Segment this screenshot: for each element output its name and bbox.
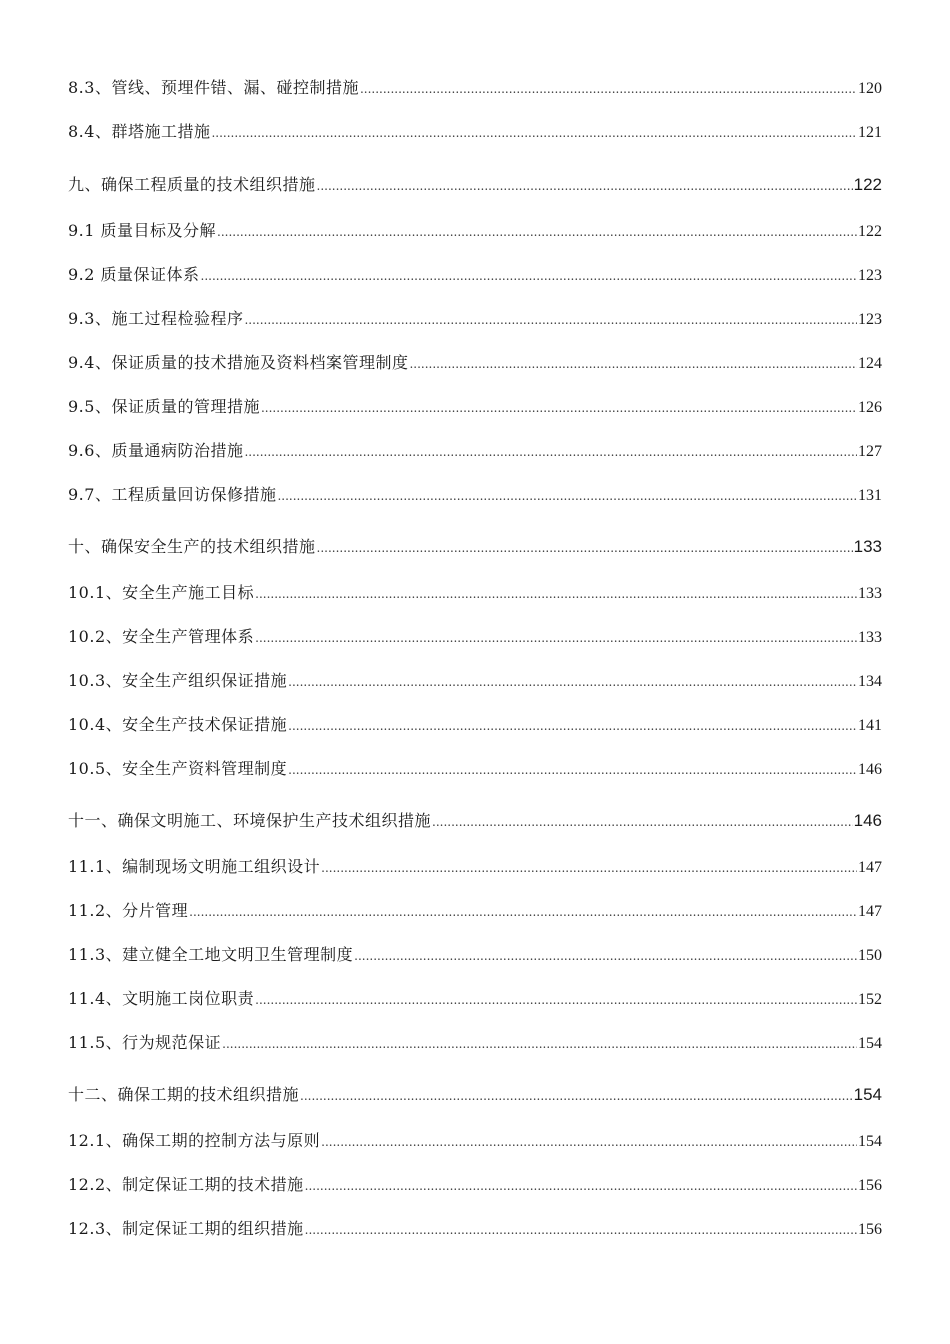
toc-entry-title: 9.2 质量保证体系 xyxy=(68,265,200,284)
toc-entry-page: 150 xyxy=(858,947,882,964)
toc-entry-page: 122 xyxy=(858,223,882,240)
toc-entry[interactable] xyxy=(68,76,882,120)
dot-leader xyxy=(244,440,857,464)
toc-entry-page: 131 xyxy=(858,487,882,504)
toc-entry[interactable] xyxy=(68,351,882,395)
dot-leader xyxy=(317,536,853,560)
toc-entry-title: 11.2、分片管理 xyxy=(68,901,189,920)
toc-entry[interactable] xyxy=(68,581,882,625)
toc-entry-title: 8.4、群塔施工措施 xyxy=(68,122,211,141)
dot-leader xyxy=(305,1174,857,1198)
toc-entry-title: 11.1、编制现场文明施工组织设计 xyxy=(68,857,321,876)
toc-entry[interactable] xyxy=(68,899,882,943)
toc-entry-title: 10.3、安全生产组织保证措施 xyxy=(68,671,288,690)
toc-entry-title: 10.1、安全生产施工目标 xyxy=(68,583,255,602)
dot-leader xyxy=(255,582,857,606)
toc-entry-title: 十二、确保工期的技术组织措施 xyxy=(68,1085,300,1104)
toc-entry-page: 133 xyxy=(858,585,882,602)
toc-entry[interactable] xyxy=(68,219,882,263)
dot-leader xyxy=(244,308,857,332)
toc-entry[interactable] xyxy=(68,1173,882,1217)
toc-entry[interactable] xyxy=(68,1217,882,1261)
toc-entry-title: 九、确保工程质量的技术组织措施 xyxy=(68,175,316,194)
toc-chapter-entry[interactable] xyxy=(68,173,882,219)
dot-leader xyxy=(360,77,857,101)
toc-entry-page: 120 xyxy=(858,80,882,97)
toc-entry-title: 10.5、安全生产资料管理制度 xyxy=(68,759,288,778)
toc-entry[interactable] xyxy=(68,943,882,987)
toc-entry-title: 10.4、安全生产技术保证措施 xyxy=(68,715,288,734)
toc-entry-page: 147 xyxy=(858,859,882,876)
toc-entry-page: 147 xyxy=(858,903,882,920)
dot-leader xyxy=(255,626,857,650)
toc-entry-title: 9.4、保证质量的技术措施及资料档案管理制度 xyxy=(68,353,409,372)
toc-entry-title: 十一、确保文明施工、环境保护生产技术组织措施 xyxy=(68,811,432,830)
toc-entry[interactable] xyxy=(68,1031,882,1075)
toc-entry-page: 126 xyxy=(858,399,882,416)
toc-chapter-entry[interactable] xyxy=(68,809,882,855)
dot-leader xyxy=(300,1084,853,1108)
dot-leader xyxy=(222,1032,857,1056)
toc-entry[interactable] xyxy=(68,713,882,757)
toc-entry-page: 123 xyxy=(858,267,882,284)
toc-entry-title: 8.3、管线、预埋件错、漏、碰控制措施 xyxy=(68,78,359,97)
toc-entry-title: 11.4、文明施工岗位职责 xyxy=(68,989,255,1008)
dot-leader xyxy=(277,484,857,508)
toc-entry-page: 154 xyxy=(853,1085,882,1104)
toc-entry[interactable] xyxy=(68,1129,882,1173)
toc-entry-page: 146 xyxy=(858,761,882,778)
dot-leader xyxy=(321,1130,857,1154)
toc-entry-page: 152 xyxy=(858,991,882,1008)
dot-leader xyxy=(288,758,857,782)
dot-leader xyxy=(317,174,853,198)
dot-leader xyxy=(211,121,857,145)
toc-entry-title: 10.2、安全生产管理体系 xyxy=(68,627,255,646)
dot-leader xyxy=(288,714,857,738)
toc-entry[interactable] xyxy=(68,263,882,307)
toc-entry-page: 124 xyxy=(858,355,882,372)
toc-entry-title: 9.3、施工过程检验程序 xyxy=(68,309,244,328)
toc-entry[interactable] xyxy=(68,439,882,483)
toc-entry-title: 12.2、制定保证工期的技术措施 xyxy=(68,1175,304,1194)
dot-leader xyxy=(288,670,857,694)
toc-entry-page: 121 xyxy=(858,124,882,141)
toc-entry[interactable] xyxy=(68,120,882,164)
dot-leader xyxy=(321,856,857,880)
toc-entry-page: 156 xyxy=(858,1177,882,1194)
dot-leader xyxy=(432,810,853,834)
toc-entry-page: 133 xyxy=(853,537,882,556)
toc-entry-page: 134 xyxy=(858,673,882,690)
dot-leader xyxy=(409,352,857,376)
toc-entry-page: 154 xyxy=(858,1133,882,1150)
toc-entry-title: 十、确保安全生产的技术组织措施 xyxy=(68,537,316,556)
toc-chapter-entry[interactable] xyxy=(68,1083,882,1129)
toc-entry-page: 122 xyxy=(853,175,882,194)
toc-entry-title: 9.5、保证质量的管理措施 xyxy=(68,397,260,416)
toc-entry-title: 12.3、制定保证工期的组织措施 xyxy=(68,1219,304,1238)
toc-entry[interactable] xyxy=(68,669,882,713)
toc-chapter-entry[interactable] xyxy=(68,535,882,581)
toc-entry[interactable] xyxy=(68,307,882,351)
toc-entry-title: 9.7、工程质量回访保修措施 xyxy=(68,485,277,504)
dot-leader xyxy=(189,900,857,924)
toc-entry-title: 12.1、确保工期的控制方法与原则 xyxy=(68,1131,321,1150)
toc-entry-page: 141 xyxy=(858,717,882,734)
toc-entry[interactable] xyxy=(68,757,882,801)
toc-entry-page: 146 xyxy=(853,811,882,830)
table-of-contents xyxy=(68,76,882,1261)
toc-entry[interactable] xyxy=(68,395,882,439)
toc-entry-page: 127 xyxy=(858,443,882,460)
dot-leader xyxy=(201,264,857,288)
toc-entry-title: 11.5、行为规范保证 xyxy=(68,1033,222,1052)
toc-entry[interactable] xyxy=(68,483,882,527)
toc-entry-page: 123 xyxy=(858,311,882,328)
toc-entry-title: 9.6、质量通病防治措施 xyxy=(68,441,244,460)
dot-leader xyxy=(217,220,857,244)
toc-entry[interactable] xyxy=(68,987,882,1031)
dot-leader xyxy=(255,988,857,1012)
dot-leader xyxy=(261,396,857,420)
toc-entry-page: 133 xyxy=(858,629,882,646)
toc-entry-title: 11.3、建立健全工地文明卫生管理制度 xyxy=(68,945,354,964)
toc-entry-page: 154 xyxy=(858,1035,882,1052)
toc-entry[interactable] xyxy=(68,625,882,669)
dot-leader xyxy=(354,944,857,968)
toc-entry[interactable] xyxy=(68,855,882,899)
toc-entry-page: 156 xyxy=(858,1221,882,1238)
toc-entry-title: 9.1 质量目标及分解 xyxy=(68,221,217,240)
dot-leader xyxy=(305,1218,857,1242)
